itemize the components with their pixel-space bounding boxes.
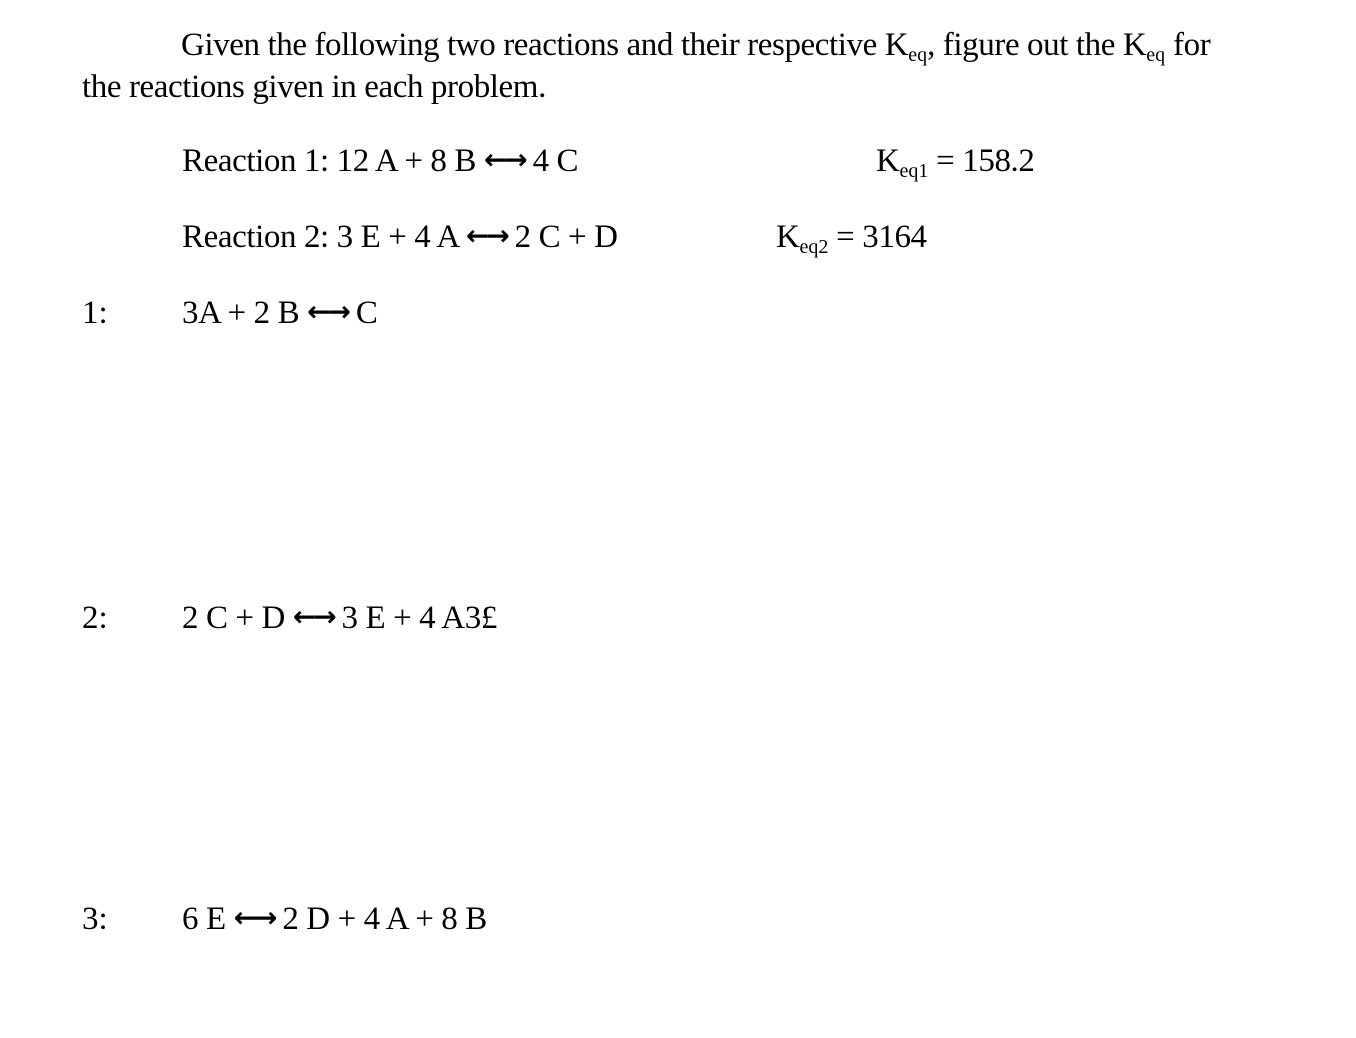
equilibrium-arrow-icon: ←→ bbox=[465, 219, 507, 252]
problem-1-products: C bbox=[347, 295, 378, 331]
reaction-2-reactants: Reaction 2: 3 E + 4 A bbox=[182, 219, 466, 255]
problem-3-number: 3: bbox=[82, 901, 108, 937]
instructions-paragraph bbox=[82, 26, 1262, 106]
problem-3-equation bbox=[182, 900, 487, 939]
keq-symbol: K bbox=[776, 219, 800, 255]
equilibrium-arrow-icon: ←→ bbox=[292, 600, 334, 633]
problem-2-reactants: 2 C + D bbox=[182, 600, 293, 636]
reaction-2-products: 2 C + D bbox=[506, 219, 618, 255]
keq-symbol: K bbox=[876, 143, 900, 179]
problem-2-products: 3 E + 4 A3£ bbox=[333, 600, 497, 636]
instructions-text-part1: Given the following two reactions and their respective K bbox=[181, 27, 909, 63]
keq-value: = 3164 bbox=[828, 219, 927, 255]
reaction-1-products: 4 C bbox=[524, 143, 579, 179]
problem-3-reactants: 6 E bbox=[182, 901, 234, 937]
reaction-1-equation bbox=[182, 142, 578, 181]
reaction-2-equation bbox=[182, 218, 618, 257]
keq-subscript-1: eq bbox=[908, 44, 928, 66]
keq-subscript-2: eq bbox=[1146, 44, 1166, 66]
keq-value: = 158.2 bbox=[928, 143, 1035, 179]
keq-subscript: eq1 bbox=[899, 160, 929, 182]
equilibrium-arrow-icon: ←→ bbox=[233, 901, 275, 934]
reaction-2-keq bbox=[776, 218, 927, 260]
equilibrium-arrow-icon: ←→ bbox=[483, 143, 525, 176]
problem-1-reactants: 3A + 2 B bbox=[182, 295, 308, 331]
problem-1-number: 1: bbox=[82, 295, 108, 331]
instructions-text-part2: , figure out the K bbox=[927, 27, 1147, 63]
equilibrium-arrow-icon: ←→ bbox=[307, 295, 348, 328]
instructions-text-part3: for bbox=[1165, 27, 1211, 63]
reaction-1-keq bbox=[876, 142, 1035, 184]
problem-2-number: 2: bbox=[82, 600, 108, 636]
instructions-line-2: the reactions given in each problem. bbox=[82, 69, 546, 105]
keq-subscript: eq2 bbox=[799, 236, 829, 258]
problem-1-equation bbox=[182, 294, 377, 333]
problem-2-equation bbox=[182, 599, 497, 638]
instructions-line-1 bbox=[82, 26, 1262, 68]
reaction-1-reactants: Reaction 1: 12 A + 8 B bbox=[182, 143, 484, 179]
problem-3-products: 2 D + 4 A + 8 B bbox=[274, 901, 487, 937]
